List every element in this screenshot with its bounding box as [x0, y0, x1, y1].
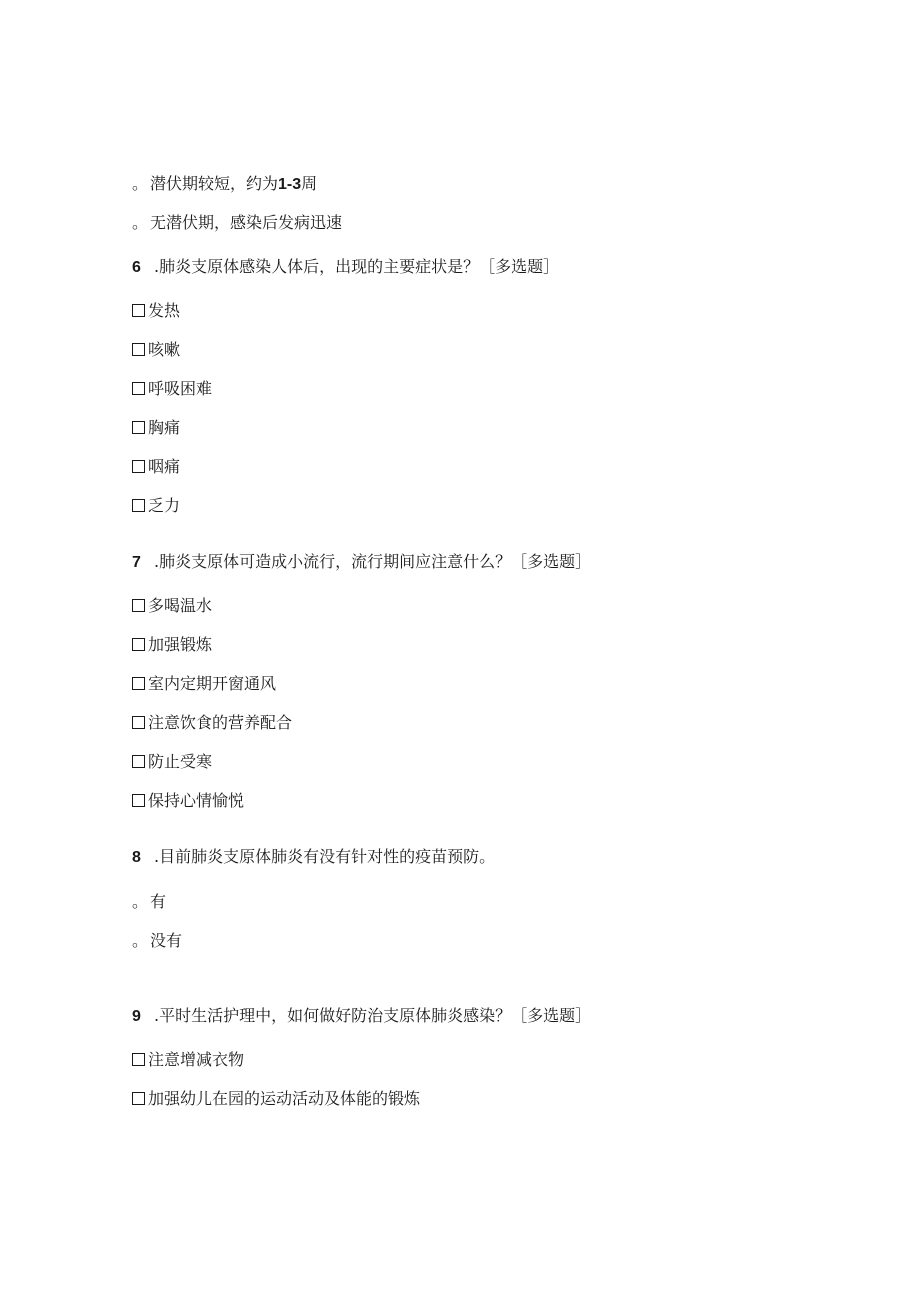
question-6-title — [132, 257, 559, 278]
option-label: 咳嗽 — [148, 340, 181, 359]
checkbox[interactable] — [132, 1053, 145, 1066]
option-label: 呼吸困难 — [148, 379, 213, 398]
q6-option-1[interactable] — [132, 301, 180, 321]
q7-option-1[interactable] — [132, 596, 212, 616]
question-8-title — [132, 847, 495, 868]
q8-option-1[interactable] — [132, 892, 166, 912]
checkbox[interactable] — [132, 460, 145, 473]
q9-option-2[interactable] — [132, 1089, 420, 1109]
question-text: .肺炎支原体可造成小流行，流行期间应注意什么？［多选题］ — [154, 552, 592, 571]
q7-option-2[interactable] — [132, 635, 212, 655]
checkbox[interactable] — [132, 794, 145, 807]
question-9-title — [132, 1006, 591, 1027]
question-text: .平时生活护理中，如何做好防治支原体肺炎感染？［多选题］ — [154, 1006, 592, 1025]
checkbox[interactable] — [132, 382, 145, 395]
question-number: 6 — [132, 259, 141, 276]
option-text: 无潜伏期，感染后发病迅速 — [150, 213, 343, 232]
option-label: 多喝温水 — [148, 596, 213, 615]
q8-option-2[interactable] — [132, 931, 182, 951]
q7-option-5[interactable] — [132, 752, 212, 772]
checkbox[interactable] — [132, 599, 145, 612]
question-text: .目前肺炎支原体肺炎有没有针对性的疫苗预防。 — [154, 847, 496, 866]
option-label: 没有 — [150, 931, 183, 950]
radio-marker: 。 — [132, 892, 149, 911]
q6-option-4[interactable] — [132, 418, 180, 438]
q5-option-1[interactable] — [132, 174, 317, 195]
option-label: 加强幼儿在园的运动活动及体能的锻炼 — [148, 1089, 421, 1108]
q9-option-1[interactable] — [132, 1050, 244, 1070]
q7-option-6[interactable] — [132, 791, 244, 811]
checkbox[interactable] — [132, 755, 145, 768]
checkbox[interactable] — [132, 716, 145, 729]
option-text: 潜伏期较短，约为 — [150, 174, 279, 193]
option-label: 防止受寒 — [148, 752, 213, 771]
q6-option-2[interactable] — [132, 340, 180, 360]
checkbox[interactable] — [132, 304, 145, 317]
option-label: 加强锻炼 — [148, 635, 213, 654]
checkbox[interactable] — [132, 343, 145, 356]
option-label: 保持心情愉悦 — [148, 791, 245, 810]
question-7-title — [132, 552, 591, 573]
option-label: 有 — [150, 892, 167, 911]
option-label: 室内定期开窗通风 — [148, 674, 277, 693]
option-label: 发热 — [148, 301, 181, 320]
q6-option-6[interactable] — [132, 496, 180, 516]
q6-option-3[interactable] — [132, 379, 212, 399]
question-number: 7 — [132, 554, 141, 571]
q7-option-4[interactable] — [132, 713, 292, 733]
option-label: 注意增减衣物 — [148, 1050, 245, 1069]
option-number: 1-3 — [278, 176, 302, 193]
q7-option-3[interactable] — [132, 674, 276, 694]
option-text-suffix: 周 — [301, 174, 318, 193]
radio-marker: 。 — [132, 174, 149, 193]
radio-marker: 。 — [132, 931, 149, 950]
question-number: 9 — [132, 1008, 141, 1025]
checkbox[interactable] — [132, 421, 145, 434]
question-number: 8 — [132, 849, 141, 866]
option-label: 咽痛 — [148, 457, 181, 476]
checkbox[interactable] — [132, 638, 145, 651]
question-text: .肺炎支原体感染人体后，出现的主要症状是？［多选题］ — [154, 257, 560, 276]
checkbox[interactable] — [132, 677, 145, 690]
option-label: 乏力 — [148, 496, 181, 515]
q5-option-2[interactable] — [132, 213, 342, 233]
checkbox[interactable] — [132, 499, 145, 512]
option-label: 注意饮食的营养配合 — [148, 713, 293, 732]
radio-marker: 。 — [132, 213, 149, 232]
checkbox[interactable] — [132, 1092, 145, 1105]
option-label: 胸痛 — [148, 418, 181, 437]
q6-option-5[interactable] — [132, 457, 180, 477]
